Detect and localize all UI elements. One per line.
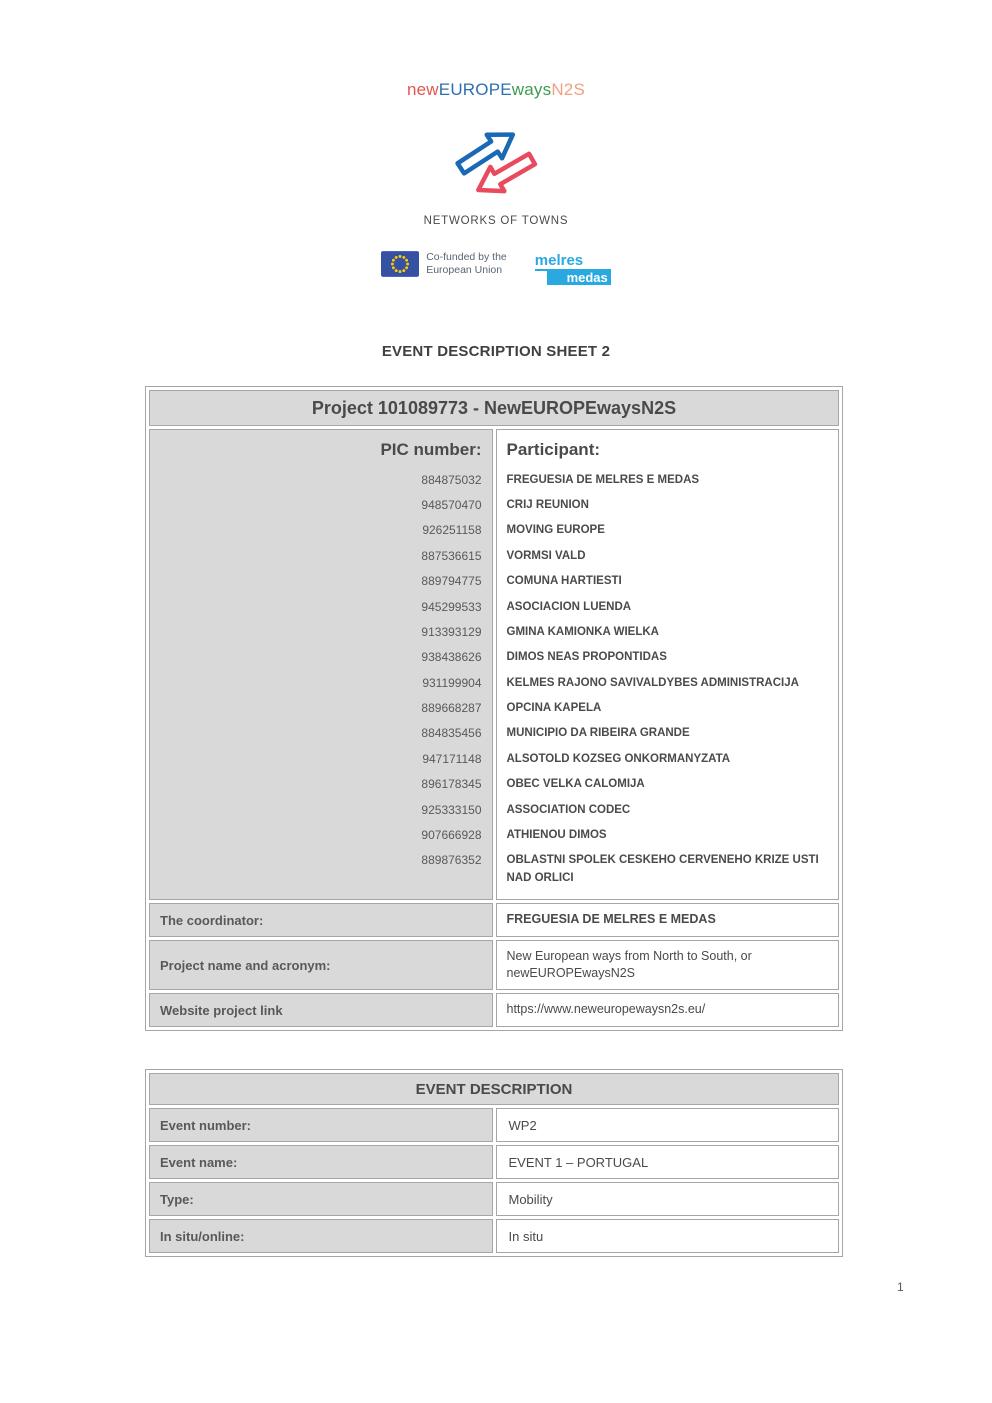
event-type-row bbox=[149, 1182, 839, 1216]
project-name-value: New European ways from North to South, or newEUROPEwaysN2S bbox=[506, 949, 752, 980]
pic-number: 938438626 bbox=[421, 650, 482, 665]
pic-number: 913393129 bbox=[421, 624, 482, 639]
project-name-cell bbox=[496, 940, 840, 990]
eu-cofunded-line1: Co-funded by the bbox=[426, 251, 507, 263]
pic-number-list bbox=[158, 467, 482, 873]
crossed-arrows-logo bbox=[0, 122, 992, 209]
event-name-label: Event name: bbox=[149, 1145, 493, 1179]
participant-name: CRIJ REUNION bbox=[506, 499, 589, 512]
page-number: 1 bbox=[897, 1280, 904, 1294]
crossed-arrows-icon bbox=[446, 122, 546, 204]
event-table-title: EVENT DESCRIPTION bbox=[149, 1073, 839, 1105]
pic-number-column bbox=[149, 429, 493, 900]
pic-number: 889794775 bbox=[421, 574, 482, 589]
project-name-row bbox=[149, 940, 839, 990]
project-table bbox=[145, 386, 843, 1031]
project-name-label: Project name and acronym: bbox=[149, 940, 493, 990]
website-row bbox=[149, 993, 839, 1027]
website-label: Website project link bbox=[149, 993, 493, 1027]
pic-number: 926251158 bbox=[422, 523, 482, 538]
participant-name: ALSOTOLD KOZSEG ONKORMANYZATA bbox=[506, 752, 731, 765]
header bbox=[0, 0, 992, 285]
participant-name: OBEC VELKA CALOMIJA bbox=[506, 778, 645, 791]
event-number-row bbox=[149, 1108, 839, 1142]
eu-cofunded-text bbox=[426, 251, 507, 277]
pic-number: 907666928 bbox=[421, 827, 482, 842]
logo-segment-europe: EUROPE bbox=[438, 80, 512, 99]
coordinator-label: The coordinator: bbox=[149, 903, 493, 937]
pic-number: 889876352 bbox=[421, 853, 482, 868]
pic-number: 948570470 bbox=[421, 498, 482, 513]
coordinator-value: FREGUESIA DE MELRES E MEDAS bbox=[496, 903, 840, 937]
pic-number: 884835456 bbox=[421, 726, 482, 741]
participant-name: GMINA KAMIONKA WIELKA bbox=[506, 625, 659, 638]
project-table-title-row bbox=[149, 390, 839, 426]
project-logo-text bbox=[0, 0, 992, 100]
participant-name: OBLASTNI SPOLEK CESKEHO CERVENEHO KRIZE USTI NAD ORLICI bbox=[506, 854, 819, 885]
event-type-value: Mobility bbox=[496, 1182, 840, 1216]
eu-cofunded-badge bbox=[381, 251, 507, 277]
pic-number: 887536615 bbox=[421, 548, 482, 563]
event-insitu-value: In situ bbox=[496, 1219, 840, 1253]
participant-name: VORMSI VALD bbox=[506, 549, 586, 562]
logo-segment-n2s: N2S bbox=[551, 80, 585, 99]
pic-number: 925333150 bbox=[421, 802, 482, 817]
participants-row bbox=[149, 429, 839, 900]
participant-header: Participant: bbox=[506, 440, 601, 459]
event-type-label: Type: bbox=[149, 1182, 493, 1216]
eu-cofunded-line2: European Union bbox=[426, 264, 503, 276]
event-name-row bbox=[149, 1145, 839, 1179]
participant-name: ASSOCIATION CODEC bbox=[506, 803, 631, 816]
melres-medas-logo bbox=[535, 253, 611, 285]
pic-number-header: PIC number: bbox=[380, 440, 482, 459]
participant-name: DIMOS NEAS PROPONTIDAS bbox=[506, 651, 667, 664]
pic-number: 947171148 bbox=[422, 751, 482, 766]
website-link: https://www.neweuropewaysn2s.eu/ bbox=[496, 993, 840, 1027]
melres-logo-top: melres bbox=[535, 253, 611, 271]
event-table-title-row bbox=[149, 1073, 839, 1105]
project-table-title: Project 101089773 - NewEUROPEwaysN2S bbox=[149, 390, 839, 426]
participant-column bbox=[496, 429, 840, 900]
event-number-value: WP2 bbox=[496, 1108, 840, 1142]
participant-name: COMUNA HARTIESTI bbox=[506, 575, 622, 588]
logo-segment-ways: ways bbox=[511, 80, 552, 99]
participant-list bbox=[507, 467, 831, 891]
eu-flag-icon bbox=[381, 251, 419, 277]
pic-number: 931199904 bbox=[422, 675, 482, 690]
event-name-value: EVENT 1 – PORTUGAL bbox=[496, 1145, 840, 1179]
coordinator-row bbox=[149, 903, 839, 937]
page-title: EVENT DESCRIPTION SHEET 2 bbox=[381, 343, 611, 360]
participant-name: MOVING EUROPE bbox=[506, 524, 605, 537]
event-insitu-label: In situ/online: bbox=[149, 1219, 493, 1253]
participant-name: KELMES RAJONO SAVIVALDYBES ADMINISTRACIJA bbox=[506, 676, 799, 689]
participant-name: OPCINA KAPELA bbox=[506, 702, 602, 715]
medas-logo-bottom: medas bbox=[547, 271, 611, 285]
participant-name: ATHIENOU DIMOS bbox=[506, 828, 607, 841]
networks-of-towns-label: NETWORKS OF TOWNS bbox=[423, 215, 569, 227]
pic-number: 945299533 bbox=[421, 599, 482, 614]
participant-name: ASOCIACION LUENDA bbox=[506, 600, 632, 613]
event-insitu-row bbox=[149, 1219, 839, 1253]
pic-number: 884875032 bbox=[421, 472, 482, 487]
pic-number: 896178345 bbox=[421, 777, 482, 792]
logo-badges-row bbox=[0, 251, 992, 285]
pic-number: 889668287 bbox=[421, 701, 482, 716]
participant-name: FREGUESIA DE MELRES E MEDAS bbox=[506, 473, 700, 486]
participant-name: MUNICIPIO DA RIBEIRA GRANDE bbox=[506, 727, 690, 740]
logo-segment-new: new bbox=[406, 80, 439, 99]
event-number-label: Event number: bbox=[149, 1108, 493, 1142]
event-table bbox=[145, 1069, 843, 1257]
